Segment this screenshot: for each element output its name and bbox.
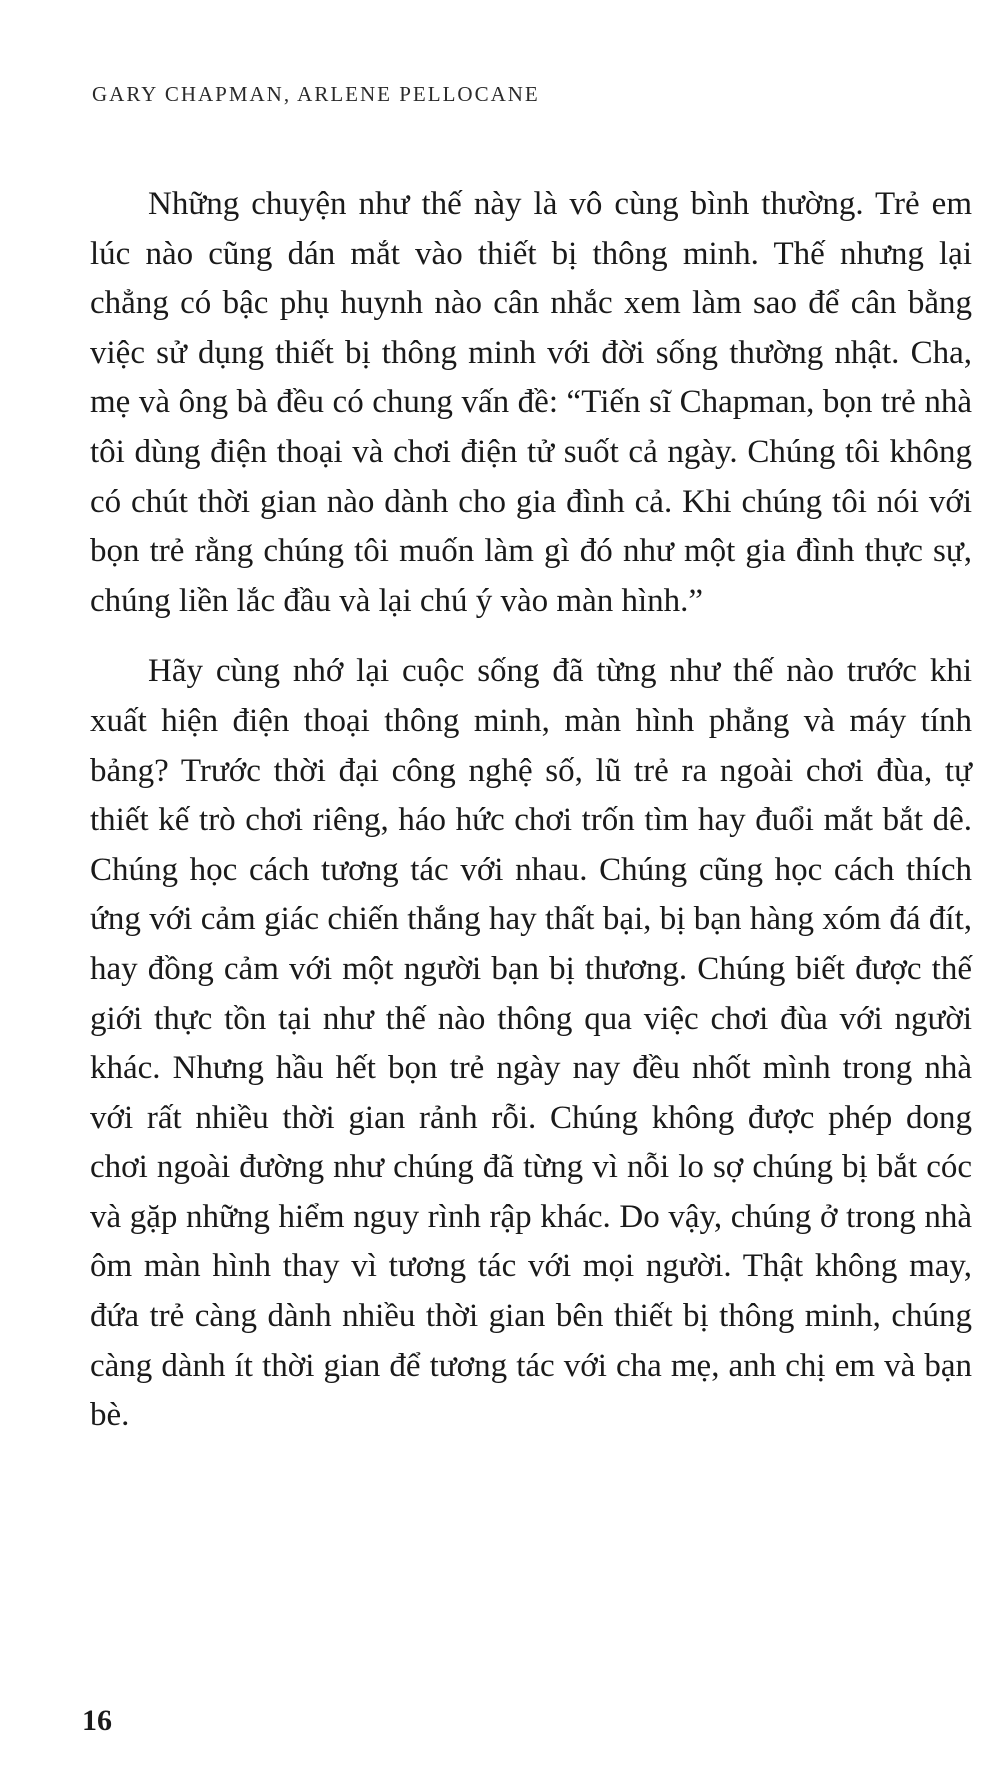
body-text xyxy=(90,180,972,1441)
running-header: GARY CHAPMAN, ARLENE PELLOCANE xyxy=(92,82,540,106)
paragraph-1: Những chuyện như thế này là vô cùng bình thường. Trẻ em lúc nào cũng dán mắt vào thiết bị thông minh. Thế nhưng lại chẳng có bậc phụ huynh nào cân nhắc xem làm sao để cân bằng việc sử dụng thiết bị thông minh với đời sống thường nhật. Cha, mẹ và ông bà đều có chung vấn đề: “Tiến sĩ Chapman, bọn trẻ nhà tôi dùng điện thoại và chơi điện tử suốt cả ngày. Chúng tôi không có chút thời gian nào dành cho gia đình cả. Khi chúng tôi nói với bọn trẻ rằng chúng tôi muốn làm gì đó như một gia đình thực sự, chúng liền lắc đầu và lại chú ý vào màn hình.” xyxy=(90,186,972,619)
paragraph-2: Hãy cùng nhớ lại cuộc sống đã từng như thế nào trước khi xuất hiện điện thoại thông minh, màn hình phẳng và máy tính bảng? Trước thời đại công nghệ số, lũ trẻ ra ngoài chơi đùa, tự thiết kế trò chơi riêng, háo hức chơi trốn tìm hay đuổi mắt bắt dê. Chúng học cách tương tác với nhau. Chúng cũng học cách thích ứng với cảm giác chiến thắng hay thất bại, bị bạn hàng xóm đá đít, hay đồng cảm với một người bạn bị thương. Chúng biết được thế giới thực tồn tại như thế nào thông qua việc chơi đùa với người khác. Nhưng hầu hết bọn trẻ ngày nay đều nhốt mình trong nhà với rất nhiều thời gian rảnh rỗi. Chúng không được phép dong chơi ngoài đường như chúng đã từng vì nỗi lo sợ chúng bị bắt cóc và gặp những hiểm nguy rình rập khác. Do vậy, chúng ở trong nhà ôm màn hình thay vì tương tác với mọi người. Thật không may, đứa trẻ càng dành nhiều thời gian bên thiết bị thông minh, chúng càng dành ít thời gian để tương tác với cha mẹ, anh chị em và bạn bè. xyxy=(90,653,972,1434)
page-number: 16 xyxy=(82,1704,112,1737)
